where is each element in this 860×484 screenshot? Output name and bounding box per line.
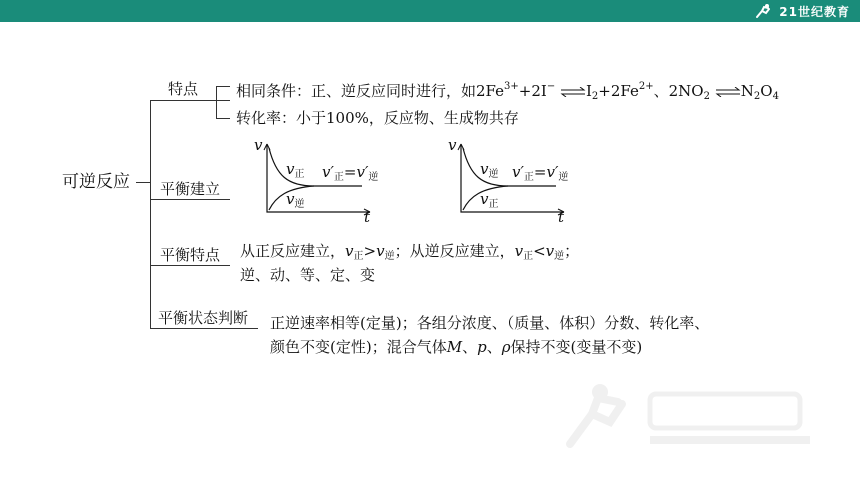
branch-balance-label: 平衡特点: [160, 246, 221, 264]
judgment-line-2: 颜色不变(定性)；混合气体M、p、ρ保持不变(变量不变): [270, 338, 643, 356]
graph1-lower-curve-label: $v_逆$: [286, 190, 305, 210]
graph1-y-axis-label: v: [254, 136, 263, 154]
watermark-logo-icon: [560, 374, 820, 454]
features-bracket-vertical: [216, 86, 217, 118]
graph1-x-axis-label: t: [364, 208, 371, 226]
branch-judgment-line: [150, 328, 258, 329]
branch-establish-line: [150, 199, 230, 200]
equilibrium-arrow-icon: [560, 87, 586, 97]
graph2-x-axis-label: t: [558, 208, 565, 226]
branch-establish-label: 平衡建立: [160, 180, 221, 198]
judgment-line-1: 正逆速率相等(定量)；各组分浓度、（质量、体积）分数、转化率、: [270, 314, 710, 332]
root-connector: [136, 182, 150, 183]
balance-features-line-1: 从正反应建立，$v_正>v_逆$；从逆反应建立，$v_正<v_逆$；: [240, 242, 580, 262]
trunk-line: [150, 100, 151, 328]
equilibrium-arrow-icon: [715, 87, 741, 97]
graph1-equilibrium-label: $v'_正=v'_逆$: [322, 163, 379, 183]
graph2-equilibrium-label: $v'_正=v'_逆$: [512, 163, 569, 183]
features-line-2: 转化率：小于100%，反应物、生成物共存: [236, 109, 519, 127]
brand-name: 21世纪教育: [779, 4, 850, 19]
branch-features-label: 特点: [168, 80, 199, 98]
graph2-y-axis-label: v: [448, 136, 457, 154]
header-bar: [0, 0, 860, 22]
branch-features-line: [150, 100, 230, 101]
root-label: 可逆反应: [62, 172, 130, 192]
branch-judgment-label: 平衡状态判断: [158, 309, 249, 327]
features-bracket-bottom: [216, 118, 230, 119]
graph1-upper-curve-label: $v_正$: [286, 160, 305, 180]
branch-balance-line: [150, 265, 230, 266]
balance-features-line-2: 逆、动、等、定、变: [240, 266, 376, 284]
features-bracket-top: [216, 86, 230, 87]
graph2-lower-curve-label: $v_正$: [480, 190, 499, 210]
features-line-1: 相同条件：正、逆反应同时进行，如$2Fe^{3+}+2I^-$ $I_2+2Fe^{2+}$、$2NO_2$ $N_2O_4$: [236, 81, 779, 102]
runner-icon: [753, 3, 775, 19]
graph2-upper-curve-label: $v_逆$: [480, 160, 499, 180]
brand-logo: [753, 2, 850, 20]
